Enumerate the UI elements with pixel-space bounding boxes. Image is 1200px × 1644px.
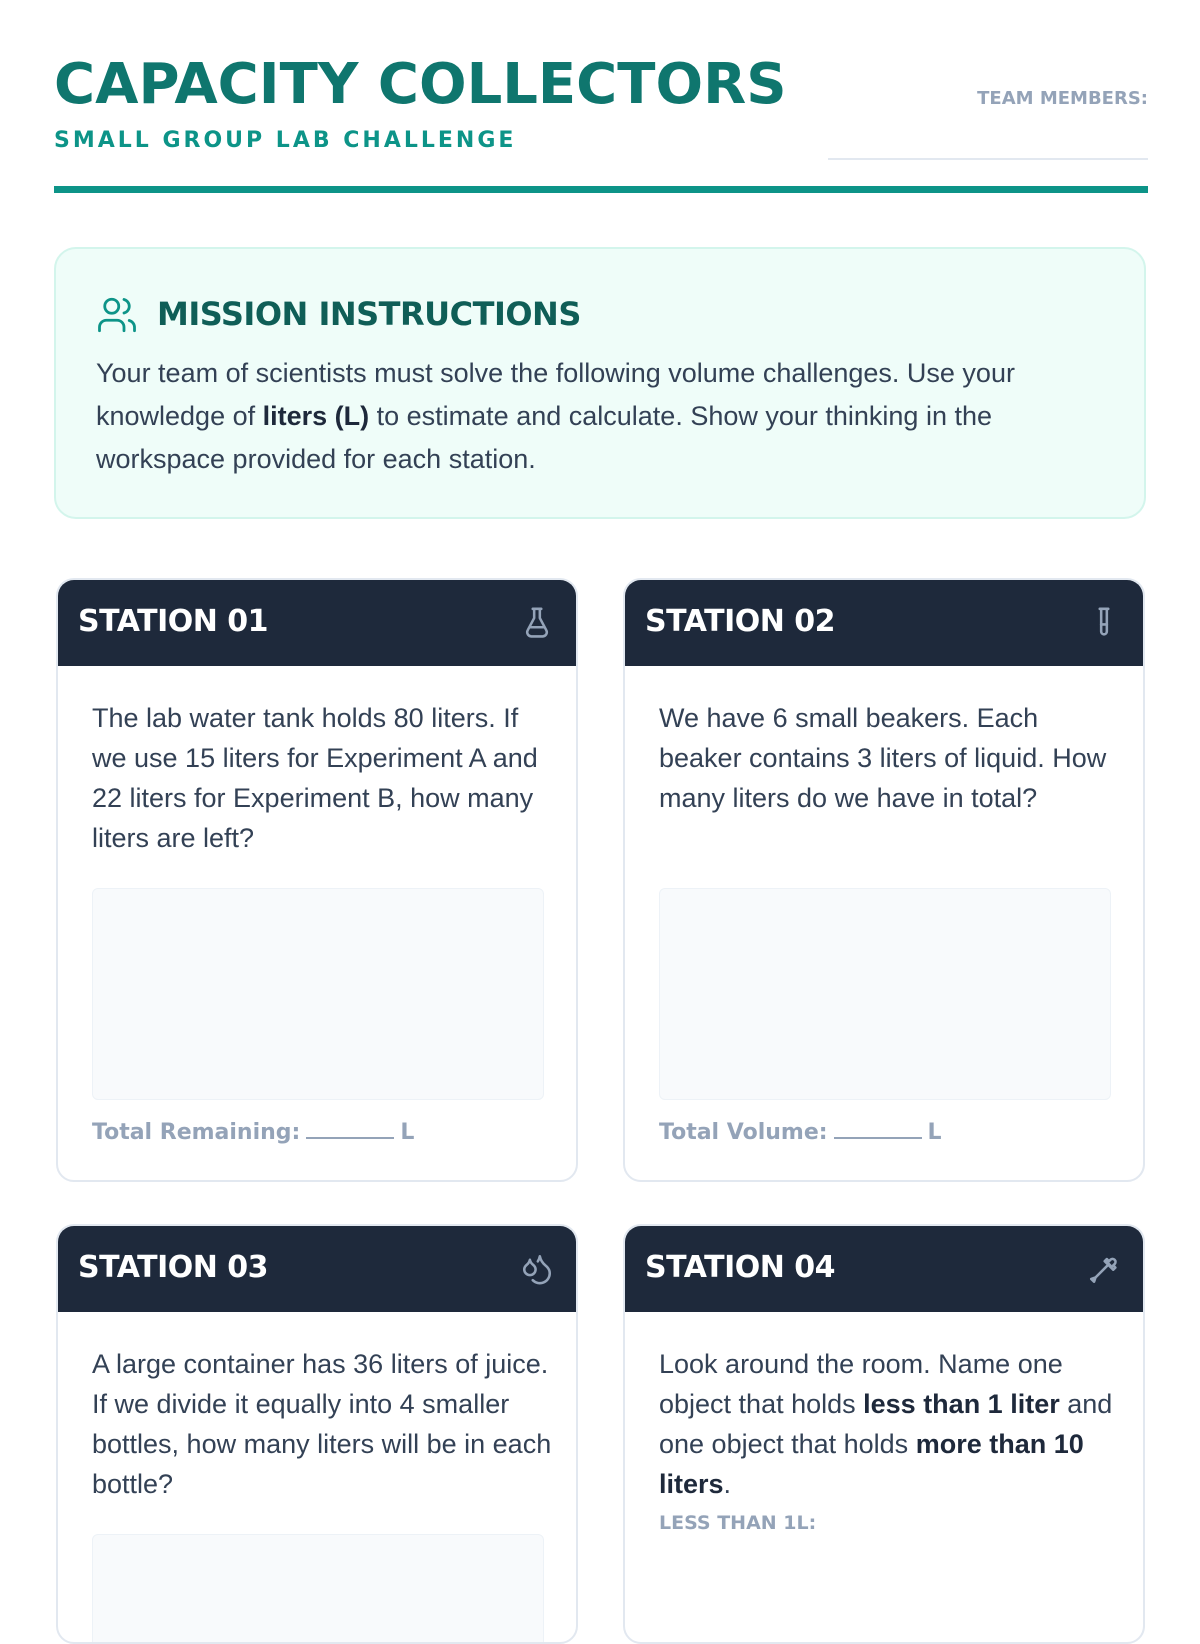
answer-unit: L	[400, 1120, 415, 1145]
mission-text-part: to estimate and calculate. Show your thinking in the workspace provided for each station.	[96, 401, 992, 474]
workspace-area[interactable]	[92, 1534, 544, 1644]
station-title: STATION 04	[645, 1250, 836, 1285]
mission-heading: MISSION INSTRUCTIONS	[157, 295, 581, 333]
team-members-label: TEAM MEMBERS:	[977, 88, 1148, 109]
station-title: STATION 01	[78, 604, 269, 639]
station-question: We have 6 small beakers. Each beaker contains 3 liters of liquid. How many liters do we have in total?	[659, 703, 1107, 813]
page-subtitle: SMALL GROUP LAB CHALLENGE	[54, 128, 517, 153]
station-question: The lab water tank holds 80 liters. If we use 15 liters for Experiment A and 22 liters for Experiment B, how many liters are left?	[92, 703, 538, 853]
workspace-area[interactable]	[92, 888, 544, 1100]
less-than-1l-label: LESS THAN 1L:	[659, 1512, 817, 1534]
question-part: and one object that holds	[659, 1389, 1113, 1459]
station-card	[623, 1224, 1145, 1644]
workspace-area[interactable]	[659, 888, 1111, 1100]
station-card	[56, 578, 578, 1182]
station-title: STATION 03	[78, 1250, 269, 1285]
page-title: CAPACITY COLLECTORS	[54, 52, 787, 117]
answer-line[interactable]	[659, 1120, 942, 1145]
station-header	[58, 1226, 576, 1312]
station-header	[58, 580, 576, 666]
worksheet-page	[54, 0, 1148, 1534]
answer-blank[interactable]	[306, 1136, 394, 1139]
question-emphasis: more than 10 liters	[659, 1429, 1084, 1499]
pipette-icon	[1087, 1252, 1121, 1286]
answer-label: Total Remaining:	[92, 1120, 301, 1145]
station-question: A large container has 36 liters of juice. If we divide it equally into 4 smaller bottles, how many liters will be in each bottle?	[92, 1349, 552, 1499]
station-header	[625, 580, 1143, 666]
droplets-icon	[520, 1252, 554, 1286]
answer-unit: L	[927, 1120, 942, 1145]
station-card	[56, 1224, 578, 1644]
answer-line[interactable]	[92, 1120, 414, 1145]
answer-label: Total Volume:	[659, 1120, 828, 1145]
header-divider	[54, 186, 1148, 193]
mission-instructions-box	[54, 247, 1146, 519]
station-question	[659, 1344, 1119, 1504]
question-part: .	[723, 1469, 732, 1499]
team-members-field[interactable]	[828, 158, 1148, 160]
station-title: STATION 02	[645, 604, 836, 639]
station-card	[623, 578, 1145, 1182]
mission-text	[96, 352, 1096, 481]
answer-blank[interactable]	[834, 1136, 922, 1139]
users-icon	[96, 294, 138, 336]
mission-text-emphasis: liters (L)	[262, 401, 370, 431]
station-header	[625, 1226, 1143, 1312]
question-part: Look around the room. Name one object that holds	[659, 1349, 1063, 1419]
mission-text-part: Your team of scientists must solve the following volume challenges. Use your knowledge of	[96, 358, 1015, 431]
question-emphasis: less than 1 liter	[863, 1389, 1060, 1419]
test-tube-icon	[1087, 606, 1121, 640]
worksheet-header	[54, 0, 1148, 196]
flask-icon	[520, 606, 554, 640]
